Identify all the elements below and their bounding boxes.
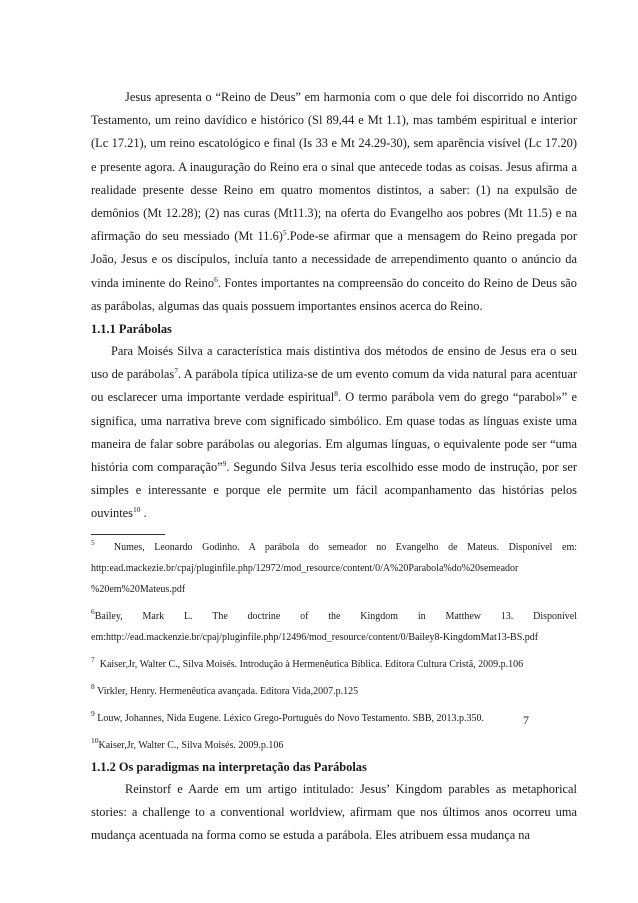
footnote-5-url-end[interactable]: [91, 579, 577, 600]
footnote-8: [91, 681, 577, 702]
footnote-8-number: 8: [91, 681, 95, 691]
footnote-5-url[interactable]: [91, 558, 577, 579]
footnote-5-line-1: Numes, Leonardo Godinho. A parábola do semeador no Evangelho de Mateus. Disponível em:: [113, 541, 578, 553]
section-heading-parabolas: 1.1.1 Parábolas: [91, 322, 172, 337]
intro-text-3: . Fontes importantes na compreensão do conceito do Reino de Deus são as parábolas, algumas das quais possuem importantes ensinos acerca do Reino.: [91, 275, 577, 313]
footnotes: [91, 537, 577, 756]
footnote-6-url[interactable]: [91, 627, 577, 648]
footnote-ref-10[interactable]: 10: [133, 505, 141, 515]
footnote-ref-8[interactable]: 8: [334, 389, 338, 399]
document-page: [91, 86, 577, 847]
footnote-6-line-1: Bailey, Mark L. The doctrine of the Kingdom in Matthew 13. Disponível: [94, 610, 577, 622]
footnote-10-number: 10: [91, 735, 99, 745]
footnote-9-text: Louw, Johannes, Nida Eugene. Léxico Grego-Português do Novo Testamento. SBB, 2013.p.350.: [94, 712, 484, 724]
footnote-6: [91, 606, 577, 627]
intro-text-2: .Pode-se afirmar que a mensagem do Reino pregada por João, Jesus e os discípulos, incluía tanto a necessidade de arrependimento quanto o anúncio da vinda iminente do Reino: [91, 229, 577, 290]
page-number: 7: [523, 713, 529, 727]
footnote-6-line-2[interactable]: em:http://ead.mackenzie.br/cpaj/pluginfile.php/12496/mod_resource/content/0/Bailey8-KingdomMat13-BS.pdf: [91, 631, 539, 643]
footnote-5-line-2[interactable]: http:ead.mackezie.br/cpaj/pluginfile.php/12972/mod_resource/content/0/A%20Parabola%do%20semeador: [91, 562, 519, 574]
footnote-ref-6[interactable]: 6: [214, 274, 218, 284]
footnote-ref-5[interactable]: 5: [282, 228, 287, 238]
parabolas-text-3: . O termo parábola vem do grego “parabol»” e significa, uma narrativa breve com significado simbólico. Em quase todas as línguas existe uma maneira de falar sobre parábolas ou alegorias. Em algumas línguas, o equivalente pode ser “uma história com comparação”: [91, 390, 577, 475]
section-heading-paradigmas: 1.1.2 Os paradigmas na interpretação das Parábolas: [91, 759, 367, 774]
footnote-6-number: 6: [91, 606, 95, 616]
paradigmas-paragraph: Reinstorf e Aarde em um artigo intitulado: Jesus’ Kingdom parables as metaphorical stories: a challenge to a conventional worldview, afirmam que nos últimos anos ocorreu uma mudança acentuada na forma como se estuda a parábola. Eles atribuem essa mudança na: [91, 781, 577, 843]
footnote-5: [91, 537, 577, 558]
footnote-7: [91, 654, 577, 675]
footnote-10: [91, 735, 577, 756]
footnote-10-text: Kaiser,Jr, Walter C., Silva Moisés. 2009.p.106: [98, 739, 284, 751]
parabolas-text-5: .: [140, 506, 147, 521]
footnote-5-line-3[interactable]: %20em%20Mateus.pdf: [91, 583, 186, 595]
parabolas-text-4: . Segundo Silva Jesus teria escolhido esse modo de instrução, por ser simples e interessante e porque ele permite um fácil acompanhamento das histórias pelos ouvintes: [91, 460, 577, 521]
footnote-7-number: 7: [91, 654, 95, 664]
parabolas-text-2: . A parábola típica utiliza-se de um evento comum da vida natural para acentuar ou esclarecer uma importante verdade espiritual: [91, 367, 578, 405]
parabolas-text-1: Para Moisés Silva a característica mais distintiva dos métodos de ensino de Jesus era o seu uso de parábolas: [91, 344, 577, 382]
footnote-9: [91, 708, 577, 729]
footnote-5-number: 5: [91, 537, 95, 547]
footnote-ref-9[interactable]: 9: [222, 459, 227, 469]
footnote-9-number: 9: [91, 708, 95, 718]
parabolas-paragraph: [91, 340, 577, 526]
footnote-7-text: Kaiser,Jr, Walter C., Silva Moisés. Introdução à Hermenêutica Bíblica. Editora Cultura Cristã, 2009.p.106: [97, 658, 524, 670]
footnote-8-text: Virkler, Henry. Hermenêutica avançada. Editora Vida,2007.p.125: [94, 685, 359, 697]
intro-paragraph: [91, 86, 577, 318]
footnote-separator: [91, 534, 165, 535]
intro-text-1: Jesus apresenta o “Reino de Deus” em harmonia com o que dele foi discorrido no Antigo Testamento, um reino davídico e histórico (Sl 89,44 e Mt 1.1), mas também espiritual e interior (Lc 17.21), um reino escatológico e final (Is 33 e Mt 24.29-30), sem aparência visível (Lc 17.20) e presente agora. A inauguração do Reino era o sinal que antecede todas as coisas. Jesus afirma a realidade presente desse Reino em quatro momentos distintos, a saber: (1) na expulsão de demônios (Mt 12.28); (2) nas curas (Mt11.3); na oferta do Evangelho aos pobres (Mt 11.5) e na afirmação do seu messiado (Mt 11.6): [91, 90, 577, 244]
footnote-ref-7[interactable]: 7: [174, 366, 178, 376]
